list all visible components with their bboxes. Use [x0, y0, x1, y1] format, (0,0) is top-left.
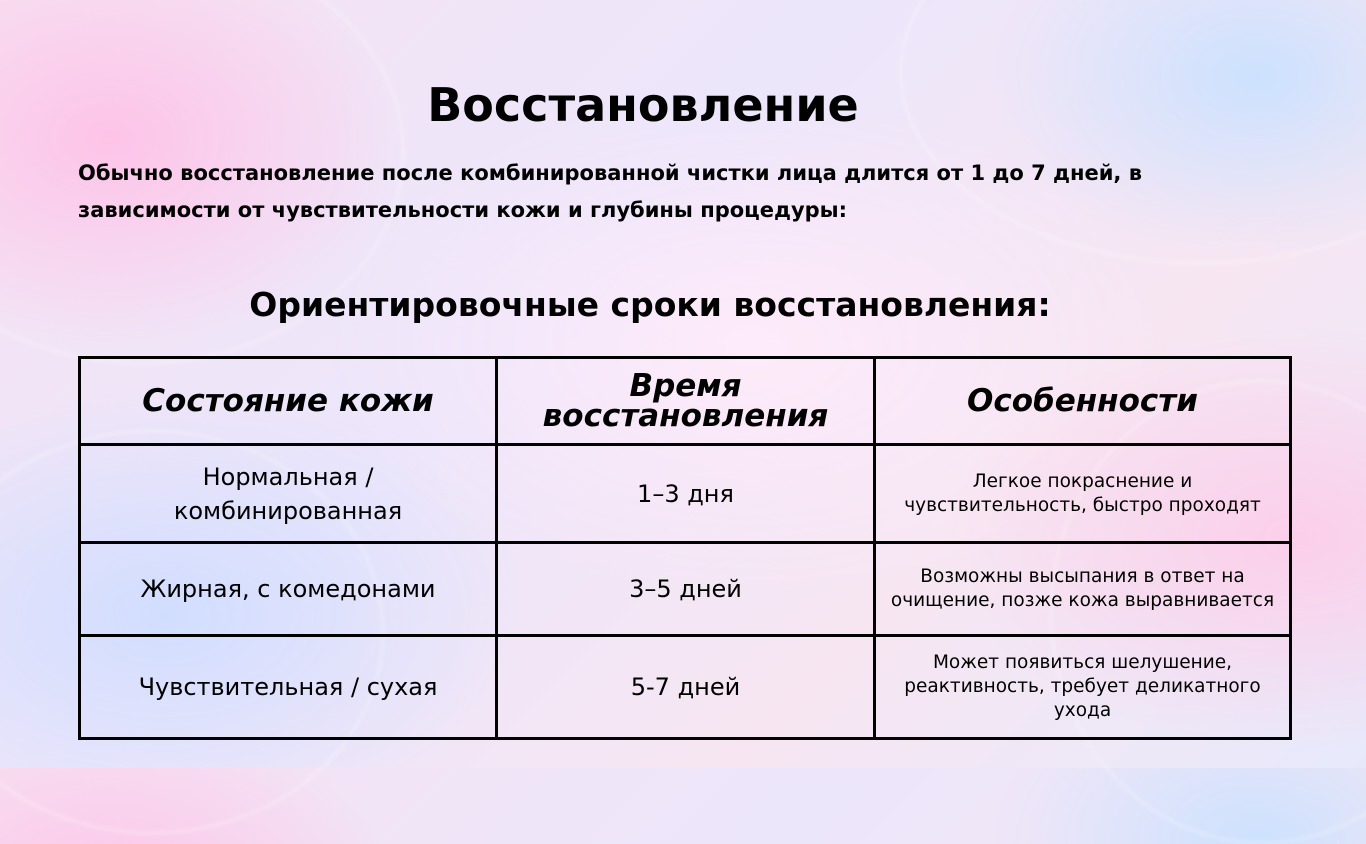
table-row — [80, 445, 1291, 543]
skin-condition-cell: Жирная, с комедонами — [80, 543, 497, 636]
recovery-time-cell: 1–3 дня — [497, 445, 875, 543]
features-cell: Возможны высыпания в ответ на очищение, позже кожа выравнивается — [875, 543, 1291, 636]
header-skin-condition: Состояние кожи — [80, 358, 497, 445]
recovery-time-cell: 5-7 дней — [497, 636, 875, 739]
intro-text: Обычно восстановление после комбинированной чистки лица длится от 1 до 7 дней, в зависимости от чувствительности кожи и глубины процедуры: — [78, 161, 1143, 222]
page-title: Восстановление — [427, 78, 859, 132]
features-cell: Может появиться шелушение, реактивность, требует деликатного ухода — [875, 636, 1291, 739]
header-recovery-time: Время восстановления — [497, 358, 875, 445]
header-features: Особенности — [875, 358, 1291, 445]
table-title: Ориентировочные сроки восстановления: — [249, 285, 1051, 324]
recovery-table — [78, 356, 1292, 740]
skin-condition-cell: Чувствительная / сухая — [80, 636, 497, 739]
table-row — [80, 636, 1291, 739]
table-header-row — [80, 358, 1291, 445]
recovery-time-cell: 3–5 дней — [497, 543, 875, 636]
features-cell: Легкое покраснение и чувствительность, быстро проходят — [875, 445, 1291, 543]
table-row — [80, 543, 1291, 636]
skin-condition-cell: Нормальная / комбинированная — [80, 445, 497, 543]
